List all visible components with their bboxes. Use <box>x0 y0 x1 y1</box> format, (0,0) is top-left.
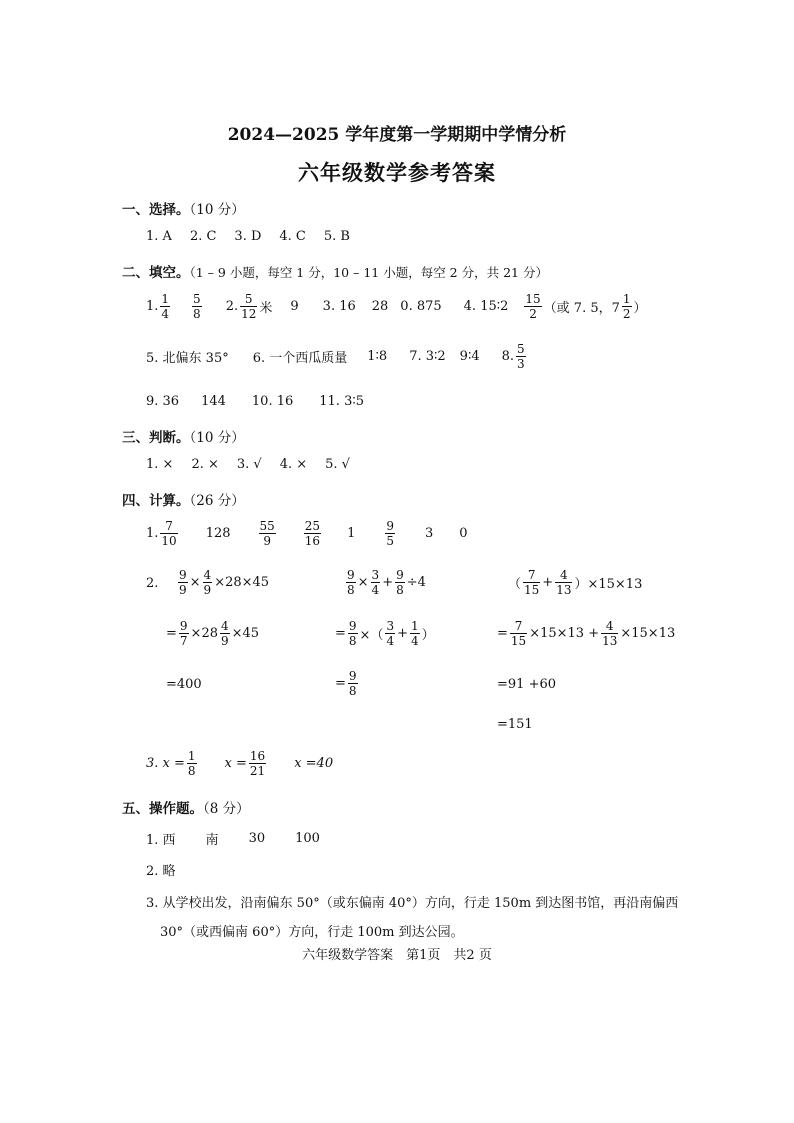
numerator: 5 <box>193 292 201 306</box>
fraction <box>385 520 395 547</box>
divide-sign: ÷4 <box>406 575 426 590</box>
fraction <box>304 520 321 547</box>
numerator: 4 <box>203 568 212 582</box>
denominator: 9 <box>203 583 212 597</box>
section-3-heading <box>122 426 245 446</box>
fraction <box>524 293 541 320</box>
denominator: 9 <box>179 583 187 597</box>
section-3-answers <box>146 457 368 472</box>
answer: 9 <box>290 299 299 314</box>
section-5-heading <box>122 797 250 817</box>
result: =91 +60 <box>497 677 557 692</box>
calc-c-line-2 <box>497 620 675 647</box>
fraction <box>160 293 170 320</box>
calc-a-line-1 <box>176 569 269 596</box>
denominator: 15 <box>524 583 540 597</box>
fill-row-3 <box>146 394 364 409</box>
fraction <box>348 620 358 647</box>
numerator: 5 <box>517 342 525 356</box>
denominator: 8 <box>347 583 355 597</box>
numerator: 4 <box>601 620 618 634</box>
numerator: 1 <box>411 619 419 633</box>
numerator: 7 <box>510 620 527 634</box>
equation: x = <box>224 756 247 771</box>
fraction <box>601 620 618 647</box>
expr: ×28×45 <box>214 575 270 590</box>
page-subtitle: 六年级数学参考答案 <box>298 160 496 185</box>
plus-sign: + <box>382 575 394 590</box>
result: =400 <box>166 677 202 692</box>
denominator: 8 <box>348 634 357 648</box>
answer: 3. √ <box>236 457 262 472</box>
answer: 5. 北偏东 35° <box>146 351 229 366</box>
answer: 1∶8 <box>367 349 388 364</box>
answer: 1. A <box>146 229 172 244</box>
numerator: 15 <box>525 292 541 306</box>
equation: 3. x = <box>146 756 185 771</box>
answer: 128 <box>205 526 231 541</box>
paren: （ <box>508 577 522 592</box>
section-2-heading <box>122 261 548 281</box>
answer: 7. 3∶2 <box>409 349 446 364</box>
fraction <box>179 620 189 647</box>
fraction <box>510 620 527 647</box>
denominator: 9 <box>263 534 271 548</box>
equation: x =40 <box>294 756 334 771</box>
answer: 144 <box>201 394 226 409</box>
numerator: 3 <box>386 619 395 633</box>
plus-sign: + <box>542 575 554 590</box>
equals: = <box>335 626 346 641</box>
calc-c-line-1 <box>508 569 642 596</box>
section-1-heading <box>122 198 245 218</box>
answer-line: 30°（或西偏南 60°）方向，行走 100m 到达公园。 <box>160 925 464 940</box>
answer: 4. × <box>279 457 308 472</box>
section-4-heading <box>122 489 245 509</box>
denominator: 4 <box>411 634 419 648</box>
numerator: 25 <box>304 519 321 533</box>
denominator: 2 <box>529 307 537 321</box>
answer: 100 <box>295 831 320 846</box>
denominator: 15 <box>510 634 527 648</box>
numerator: 9 <box>396 568 404 582</box>
expr: ）×15×13 <box>574 577 643 592</box>
fraction <box>385 620 395 647</box>
answer: 2. 略 <box>146 864 176 879</box>
fraction <box>220 620 230 647</box>
denominator: 10 <box>161 534 177 548</box>
expr: ×45 <box>231 626 260 641</box>
fraction <box>346 569 356 596</box>
denominator: 4 <box>161 307 170 321</box>
section-4-title: 四、计算。 <box>122 493 190 509</box>
calc-a-line-2 <box>166 620 259 647</box>
times-sign: × <box>189 575 201 590</box>
calc-row-1 <box>146 520 468 547</box>
calc-b-line-3 <box>335 670 360 697</box>
paren: ） <box>633 301 647 316</box>
numerator: 9 <box>179 619 188 633</box>
answer-alt: （或 7. 5，7 <box>543 301 620 316</box>
denominator: 9 <box>220 634 229 648</box>
fraction <box>516 343 526 370</box>
denominator: 5 <box>386 534 394 548</box>
answer: 1 <box>347 526 356 541</box>
fraction <box>160 520 177 547</box>
answer: 5. B <box>323 229 350 244</box>
fill-row-1 <box>146 293 647 320</box>
denominator: 8 <box>193 307 201 321</box>
numerator: 4 <box>555 569 572 583</box>
answer: 3. D <box>234 229 262 244</box>
fraction <box>178 569 188 596</box>
fraction <box>555 569 572 596</box>
answer: 南 <box>205 833 219 848</box>
denominator: 4 <box>371 583 380 597</box>
denominator: 8 <box>187 764 196 778</box>
denominator: 21 <box>249 764 266 778</box>
fraction <box>240 293 257 320</box>
expr: ×15×13 + <box>529 626 600 641</box>
numerator: 9 <box>348 669 357 683</box>
fraction <box>249 750 266 777</box>
answer: 0. 875 <box>400 299 442 314</box>
fraction <box>523 569 540 596</box>
answer: 28 <box>371 299 389 314</box>
answer: 3. 16 <box>322 299 356 314</box>
answer-line: 3. 从学校出发，沿南偏东 50°（或东偏南 40°）方向，行走 150m 到达图书馆，再沿南偏西 <box>146 896 679 911</box>
denominator: 7 <box>179 634 188 648</box>
fraction <box>410 620 420 647</box>
fraction <box>192 293 202 320</box>
answer: 3 <box>425 526 434 541</box>
calc-b-line-1 <box>344 569 426 596</box>
unit: 米 <box>259 301 273 316</box>
denominator: 16 <box>304 534 321 548</box>
answer: 30 <box>248 831 266 846</box>
numerator: 7 <box>523 569 540 583</box>
fraction <box>371 569 381 596</box>
fraction <box>187 750 197 777</box>
section-1-answers <box>146 229 368 244</box>
numerator: 55 <box>259 519 275 533</box>
numerator: 9 <box>386 519 394 533</box>
equals: = <box>335 676 346 691</box>
numerator: 3 <box>371 568 380 582</box>
plus-sign: + <box>397 626 408 641</box>
denominator: 2 <box>622 307 631 321</box>
fraction <box>259 520 276 547</box>
section-4-points: （26 分） <box>189 493 245 509</box>
q-num: 8. <box>501 349 515 364</box>
page-footer: 六年级数学答案 第1页 共2 页 <box>302 948 492 963</box>
numerator: 7 <box>160 520 177 534</box>
numerator: 1 <box>622 292 631 306</box>
equals: = <box>166 626 177 641</box>
q-num: 2. <box>146 576 159 591</box>
page-title: 2024—2025 学年度第一学期期中学情分析 <box>227 125 567 145</box>
answer: 0 <box>459 526 468 541</box>
section-5-title: 五、操作题。 <box>122 801 203 817</box>
denominator: 8 <box>348 684 357 698</box>
answer: 2. C <box>189 229 217 244</box>
section-5-points: （8 分） <box>203 801 250 817</box>
answer: 9∶4 <box>459 349 480 364</box>
times-sign: × <box>357 575 369 590</box>
answer: 11. 3∶5 <box>319 394 364 409</box>
answer: 5. √ <box>325 457 350 472</box>
q-num: 1. <box>146 299 159 314</box>
fraction <box>203 569 213 596</box>
fraction <box>348 670 358 697</box>
op-row-1 <box>146 829 320 848</box>
times-sign: ×（ <box>359 628 384 643</box>
numerator: 9 <box>348 619 357 633</box>
calc-b-line-2 <box>335 620 435 647</box>
answer: 6. 一个西瓜质量 <box>252 351 348 366</box>
numerator: 16 <box>249 749 266 763</box>
numerator: 4 <box>220 619 229 633</box>
q-num: 1. <box>146 526 159 541</box>
calc-row-3 <box>146 750 333 777</box>
numerator: 9 <box>347 568 355 582</box>
numerator: 1 <box>161 292 170 306</box>
numerator: 5 <box>240 293 257 307</box>
q-num: 2. <box>225 299 239 314</box>
expr: ×28 <box>190 626 218 641</box>
expr: ×15×13 <box>620 626 676 641</box>
denominator: 12 <box>241 307 257 321</box>
fill-row-2 <box>146 343 528 370</box>
denominator: 3 <box>517 357 525 371</box>
equals: = <box>497 626 508 641</box>
fraction <box>622 293 632 320</box>
answer: 10. 16 <box>251 394 294 409</box>
section-1-points: （10 分） <box>189 202 245 218</box>
section-2-title: 二、填空。 <box>122 265 190 281</box>
numerator: 1 <box>187 749 196 763</box>
denominator: 13 <box>556 583 572 597</box>
section-1-title: 一、选择。 <box>122 202 190 218</box>
answer: 1. 西 <box>146 833 176 848</box>
fraction <box>395 569 405 596</box>
answer: 4. 15∶2 <box>463 299 509 314</box>
denominator: 4 <box>386 634 395 648</box>
denominator: 8 <box>396 583 404 597</box>
section-3-title: 三、判断。 <box>122 430 190 446</box>
answer: 2. × <box>191 457 219 472</box>
section-2-points: （1 – 9 小题，每空 1 分，10 – 11 小题，每空 2 分，共 21 分） <box>189 265 548 280</box>
numerator: 9 <box>179 568 187 582</box>
denominator: 13 <box>602 634 618 648</box>
paren: ） <box>421 628 435 643</box>
answer: 1. × <box>146 457 174 472</box>
result: =151 <box>497 717 533 732</box>
answer: 9. 36 <box>146 394 180 409</box>
section-3-points: （10 分） <box>189 430 245 446</box>
answer: 4. C <box>279 229 306 244</box>
